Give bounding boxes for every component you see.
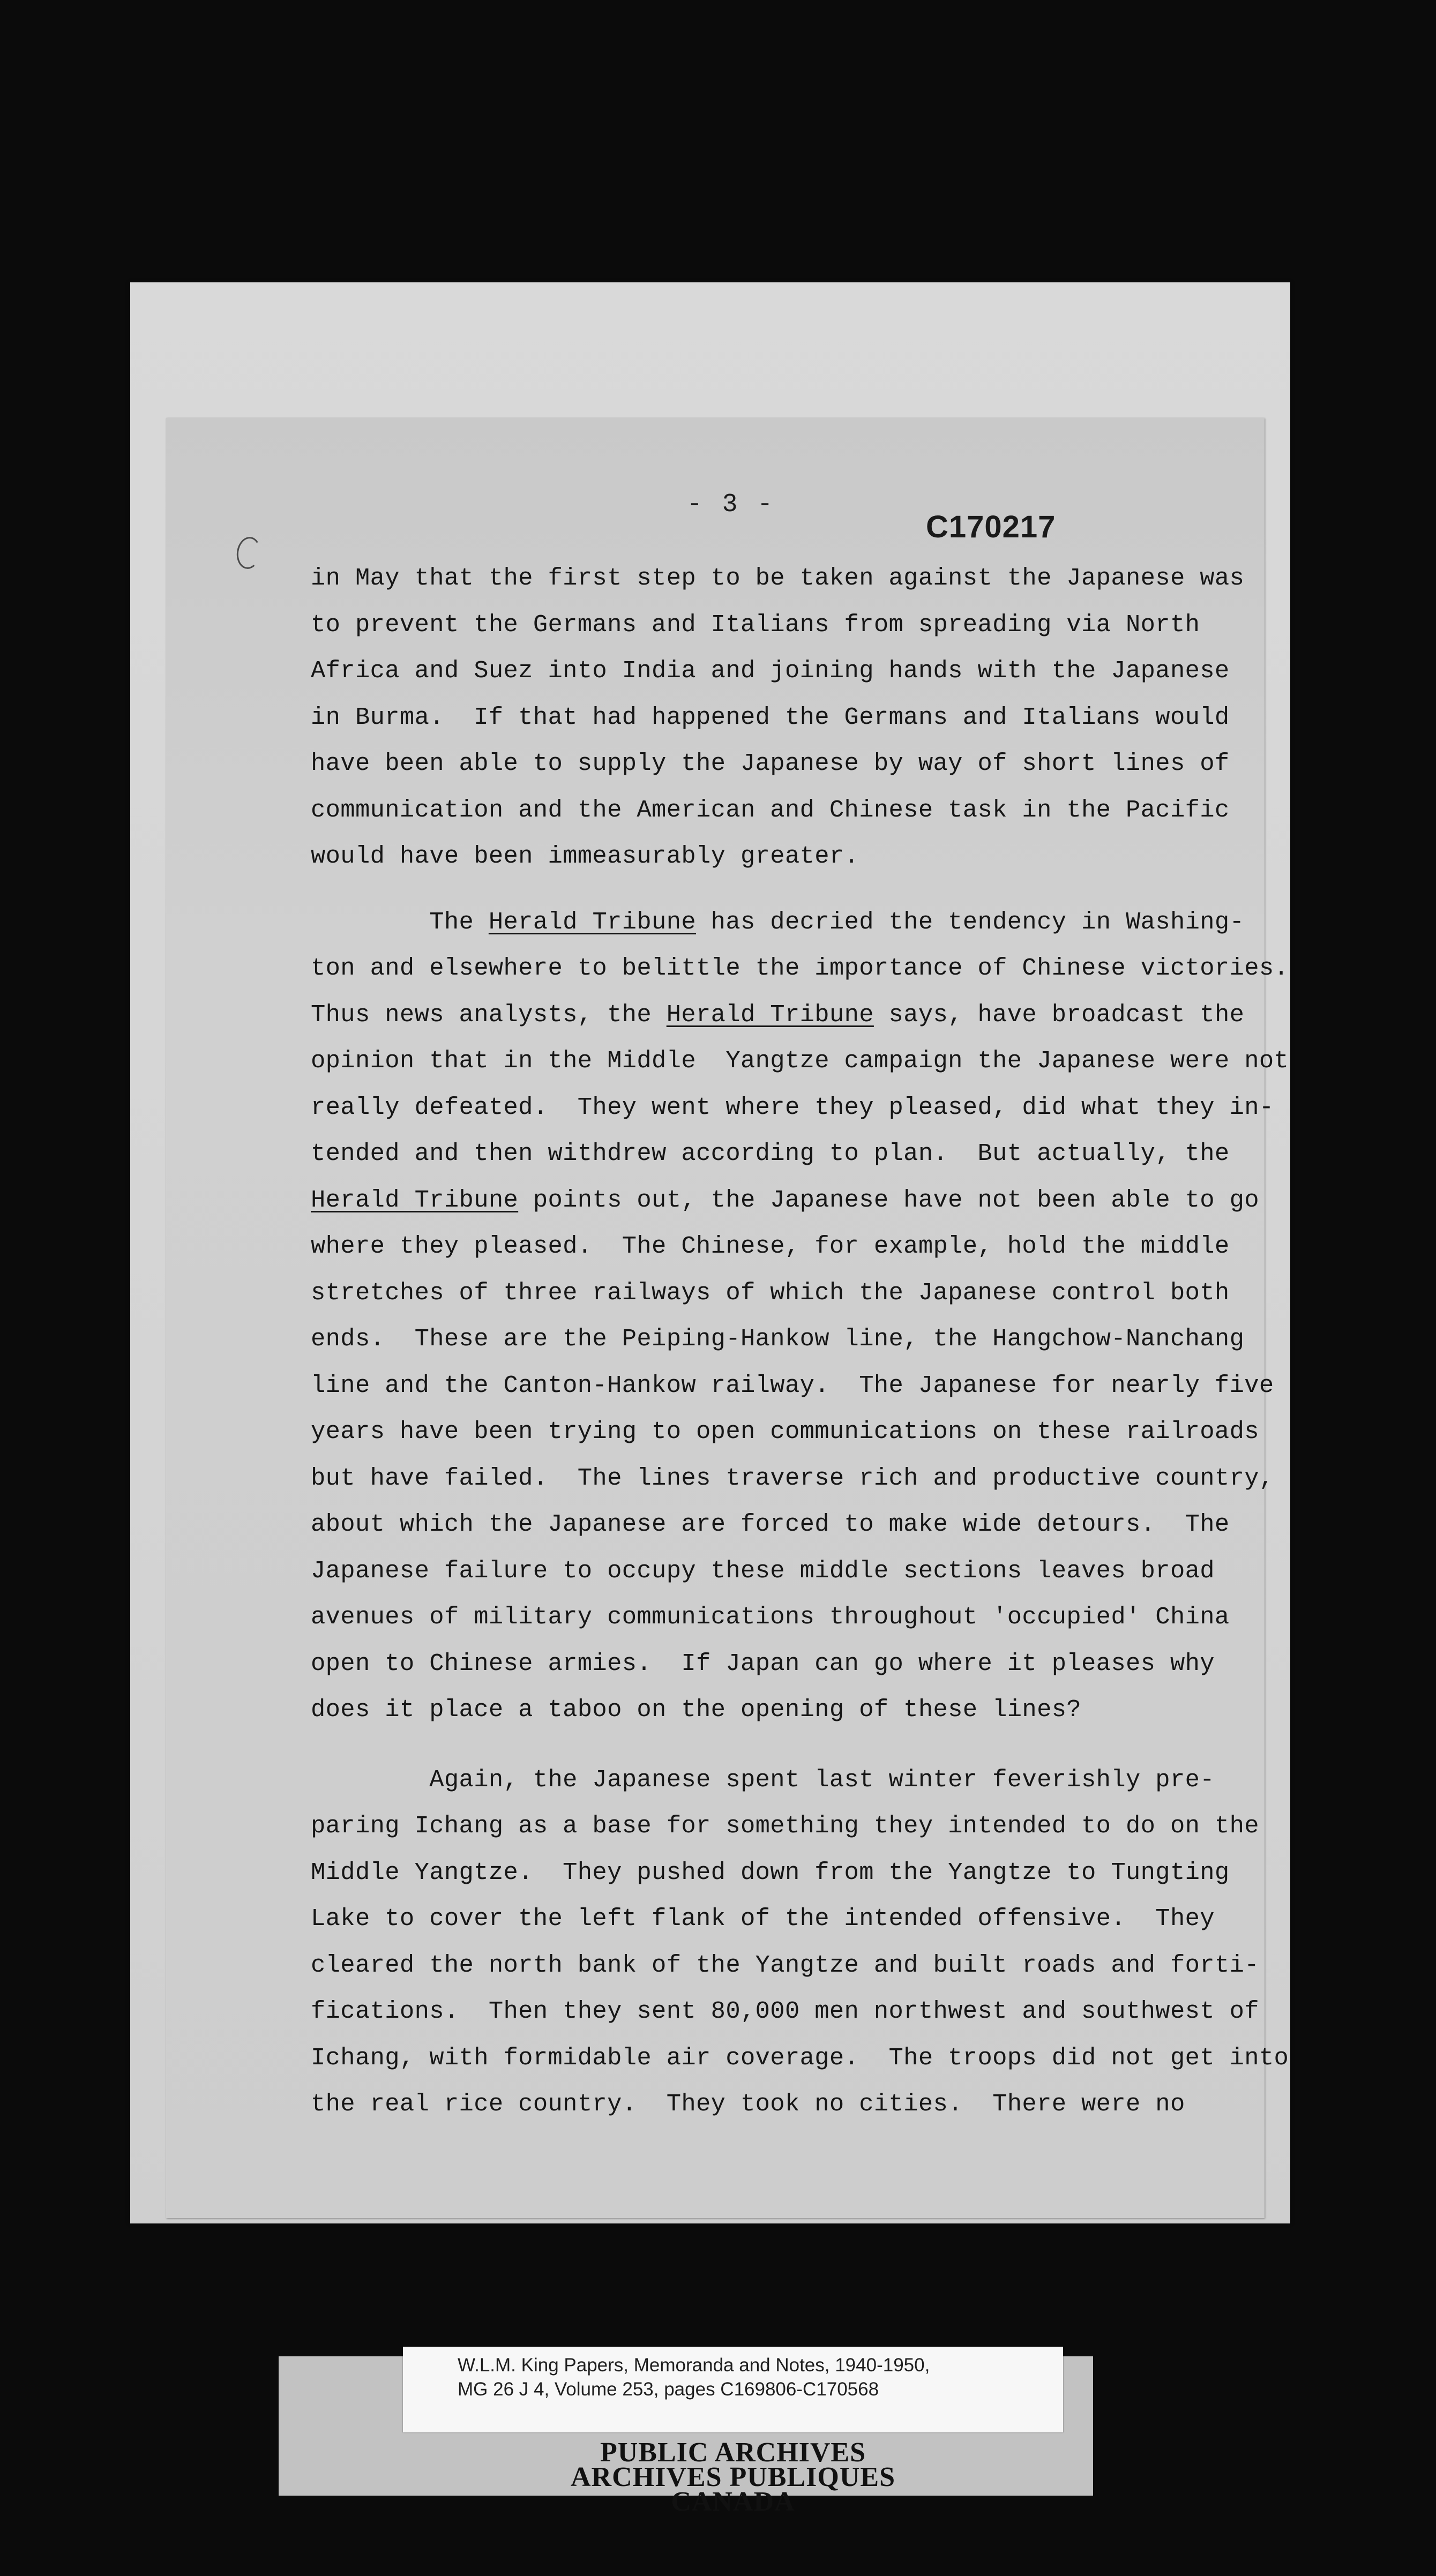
text-line: Again, the Japanese spent last winter feverishly pre- bbox=[311, 1765, 1215, 1794]
text-line: but have failed. The lines traverse rich and productive country, bbox=[311, 1464, 1274, 1492]
citation-text bbox=[458, 2353, 930, 2401]
text-line: communication and the American and Chinese task in the Pacific bbox=[311, 796, 1230, 824]
text-line: tended and then withdrew according to plan. But actually, the bbox=[311, 1140, 1230, 1167]
text-line: Lake to cover the left flank of the intended offensive. They bbox=[311, 1905, 1215, 1933]
text-line: open to Chinese armies. If Japan can go where it pleases why bbox=[311, 1649, 1215, 1678]
text-line: in Burma. If that had happened the Germans and Italians would bbox=[311, 703, 1230, 731]
text-segment: says, have broadcast the bbox=[873, 1000, 1245, 1029]
archives-stamp bbox=[403, 2437, 1063, 2517]
newspaper-title-underlined: Herald Tribune bbox=[666, 1000, 874, 1029]
newspaper-title-underlined: Herald Tribune bbox=[311, 1186, 519, 1214]
text-line: Japanese failure to occupy these middle sections leaves broad bbox=[311, 1556, 1215, 1585]
text-line: to prevent the Germans and Italians from spreading via North bbox=[311, 610, 1200, 639]
text-line: Middle Yangtze. They pushed down from the Yangtze to Tungting bbox=[311, 1858, 1230, 1886]
text-line: the real rice country. They took no cities. There were no bbox=[311, 2090, 1185, 2118]
archives-line-french: ARCHIVES PUBLIQUES bbox=[570, 2462, 896, 2492]
text-line: really defeated. They went where they pleased, did what they in- bbox=[311, 1093, 1274, 1121]
page-number: - 3 - bbox=[687, 490, 775, 519]
text-line: in May that the first step to be taken against the Japanese was bbox=[311, 564, 1245, 592]
archives-line-country: CANADA bbox=[671, 2487, 795, 2517]
text-line: ton and elsewhere to belittle the importance of Chinese victories. bbox=[311, 954, 1289, 982]
text-line: about which the Japanese are forced to make wide detours. The bbox=[311, 1510, 1230, 1538]
text-segment: points out, the Japanese have not been able to go bbox=[518, 1186, 1259, 1214]
document-body bbox=[311, 555, 1289, 2128]
text-line: Ichang, with formidable air coverage. The troops did not get into bbox=[311, 2043, 1289, 2072]
text-line: ends. These are the Peiping-Hankow line, the Hangchow-Nanchang bbox=[311, 1325, 1245, 1353]
citation-line: MG 26 J 4, Volume 253, pages C169806-C170568 bbox=[458, 2379, 879, 2400]
text-line: does it place a taboo on the opening of these lines? bbox=[311, 1696, 1082, 1724]
document-number-stamp: C170217 bbox=[926, 510, 1056, 544]
text-segment: The bbox=[311, 908, 489, 936]
text-line bbox=[311, 1177, 1259, 1224]
text-line: stretches of three railways of which the Japanese control both bbox=[311, 1278, 1230, 1307]
text-segment: Thus news analysts, the bbox=[311, 1000, 667, 1029]
text-line: Africa and Suez into India and joining hands with the Japanese bbox=[311, 657, 1230, 685]
archives-line-english: PUBLIC ARCHIVES bbox=[600, 2437, 866, 2468]
text-line: where they pleased. The Chinese, for example, hold the middle bbox=[311, 1232, 1230, 1260]
text-line: would have been immeasurably greater. bbox=[311, 842, 859, 870]
text-line: avenues of military communications throughout 'occupied' China bbox=[311, 1603, 1230, 1631]
text-line: paring Ichang as a base for something they intended to do on the bbox=[311, 1812, 1259, 1840]
citation-line: W.L.M. King Papers, Memoranda and Notes, 1940-1950, bbox=[458, 2355, 930, 2376]
text-line: fications. Then they sent 80,000 men northwest and southwest of bbox=[311, 1997, 1259, 2025]
text-line: line and the Canton-Hankow railway. The Japanese for nearly five bbox=[311, 1371, 1274, 1399]
newspaper-title-underlined: Herald Tribune bbox=[488, 908, 697, 936]
text-line bbox=[311, 899, 1245, 946]
text-line: have been able to supply the Japanese by way of short lines of bbox=[311, 750, 1230, 777]
text-line: years have been trying to open communications on these railroads bbox=[311, 1418, 1259, 1446]
text-segment: has decried the tendency in Washing- bbox=[696, 908, 1245, 936]
text-line: cleared the north bank of the Yangtze and built roads and forti- bbox=[311, 1951, 1259, 1979]
text-line bbox=[311, 992, 1245, 1038]
text-line: opinion that in the Middle Yangtze campaign the Japanese were not bbox=[311, 1047, 1289, 1075]
